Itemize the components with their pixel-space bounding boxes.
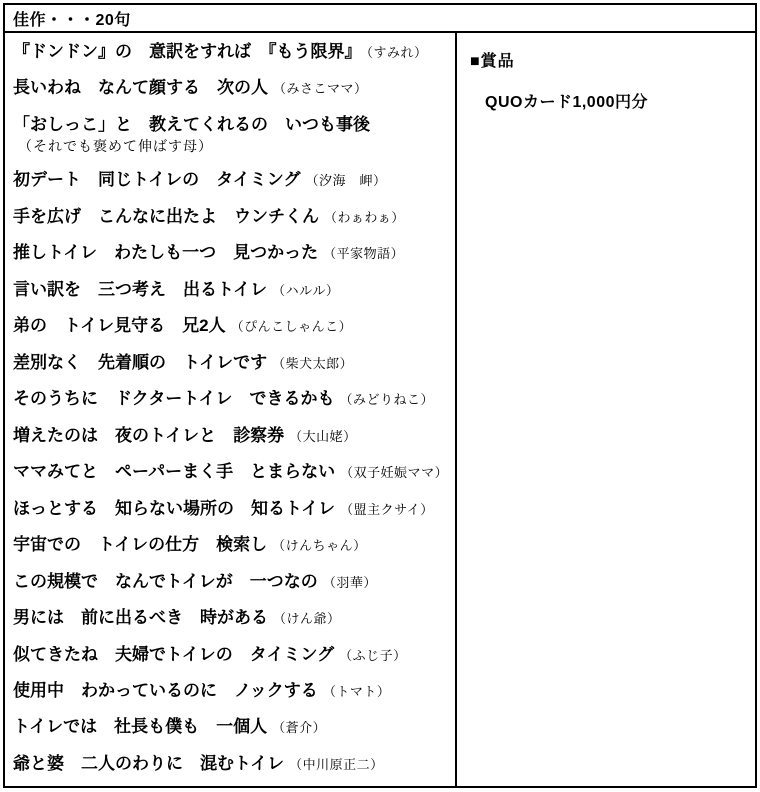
- table-header-row: [5, 5, 755, 33]
- poem-author: （汐海 岬）: [305, 173, 387, 189]
- poem-text: ママみてと ペーパーまく手 とまらない: [13, 462, 336, 482]
- poem-author: （みさこママ）: [273, 81, 368, 97]
- poem-row: [13, 424, 451, 448]
- poem-row: [13, 113, 451, 156]
- poem-line: [13, 424, 451, 448]
- poems-list: [5, 33, 457, 786]
- poem-row: [13, 715, 451, 739]
- poem-author: （柴犬太郎）: [272, 355, 354, 371]
- poem-row: [13, 40, 451, 64]
- poem-line: [13, 606, 451, 630]
- results-table: [3, 3, 757, 788]
- poem-row: [13, 278, 451, 302]
- poem-row: [13, 497, 451, 521]
- poem-row: [13, 460, 451, 484]
- poem-text: 推しトイレ わたしも一つ 見つかった: [13, 243, 319, 263]
- poem-note: （それでも褒めて伸ばす母）: [18, 137, 213, 154]
- poem-author: （すみれ）: [366, 45, 428, 60]
- poem-row: [13, 168, 451, 192]
- poem-row: [13, 570, 451, 594]
- poem-author: （蒼介）: [272, 720, 327, 736]
- poem-text: 差別なく 先着順の トイレです: [13, 352, 268, 372]
- poem-author: （わぁわぁ）: [324, 209, 405, 225]
- poem-author: （けん爺）: [273, 611, 341, 627]
- poem-text: 「おしっこ」と 教えてくれるの いつも事後: [13, 114, 370, 134]
- poem-line: [13, 241, 451, 265]
- poem-row: [13, 351, 451, 375]
- section-title: 佳作・・・20句: [13, 11, 131, 29]
- poem-row: [13, 679, 451, 703]
- poem-line: [13, 679, 451, 703]
- poem-text: 『ドンドン』の 意訳をすれば 『もう限界』: [13, 42, 362, 61]
- poem-line: [13, 168, 451, 192]
- poem-line: [13, 460, 451, 484]
- prize-cell: [457, 33, 755, 786]
- poem-text: トイレでは 社長も僕も 一個人: [13, 717, 268, 737]
- poem-text: 使用中 わかっているのに ノックする: [13, 680, 318, 700]
- poem-author: （盟主クサイ）: [340, 501, 434, 517]
- poem-line: [13, 643, 451, 667]
- poem-row: [13, 606, 451, 630]
- poem-line: [13, 570, 451, 594]
- poem-line: [13, 533, 451, 557]
- poem-line: [13, 113, 451, 136]
- poem-text: 長いわね なんて顔する 次の人: [13, 78, 268, 98]
- poem-author: （ハルル）: [272, 282, 340, 298]
- poem-text: 弟の トイレ見守る 兄2人: [13, 316, 226, 336]
- prize-heading: ■賞品: [470, 53, 515, 70]
- poem-row: [13, 752, 451, 776]
- poem-author: （平家物語）: [323, 246, 405, 262]
- poem-text: 言い訳を 三つ考え 出るトイレ: [13, 279, 268, 299]
- poem-author: （ふじ子）: [339, 647, 407, 663]
- poem-text: 宇宙での トイレの仕方 検索し: [13, 535, 268, 555]
- poem-row: [13, 205, 451, 229]
- poem-line: [13, 278, 451, 302]
- prize-item: QUOカード1,000円分: [485, 94, 648, 111]
- poem-author: （みどりねこ）: [339, 392, 434, 408]
- poem-text: 似てきたね 夫婦でトイレの タイミング: [13, 644, 335, 664]
- poem-line: [13, 715, 451, 739]
- poem-text: 男には 前に出るべき 時がある: [13, 608, 268, 628]
- poem-text: 手を広げ こんなに出たよ ウンチくん: [13, 206, 319, 226]
- poem-line: [13, 76, 451, 100]
- poem-row: [13, 387, 451, 411]
- poem-text: 増えたのは 夜のトイレと 診察券: [13, 425, 285, 445]
- poem-line: [13, 351, 451, 375]
- poem-line: [13, 40, 451, 64]
- poem-row: [13, 643, 451, 667]
- poem-line: [13, 497, 451, 521]
- poem-text: ほっとする 知らない場所の 知るトイレ: [13, 498, 336, 518]
- poem-line: [13, 205, 451, 229]
- poem-author: （羽華）: [322, 574, 377, 590]
- poem-line: [13, 314, 451, 338]
- poem-author: （大山姥）: [289, 428, 357, 444]
- poem-row: [13, 241, 451, 265]
- poem-author: （けんちゃん）: [272, 538, 367, 554]
- poem-text: そのうちに ドクタートイレ できるかも: [13, 389, 335, 409]
- poem-author: （ぴんこしゃんこ）: [230, 319, 353, 335]
- poem-author: （トマト）: [322, 683, 391, 699]
- poem-row: [13, 533, 451, 557]
- poem-author: （中川原正二）: [289, 756, 384, 772]
- poem-text: 初デート 同じトイレの タイミング: [13, 170, 301, 190]
- poem-author: （双子妊娠ママ）: [340, 465, 449, 481]
- table-body-row: [5, 33, 755, 786]
- poem-row: [13, 314, 451, 338]
- poem-row: [13, 76, 451, 100]
- poem-line: [13, 752, 451, 776]
- poem-text: 爺と婆 二人のわりに 混むトイレ: [13, 753, 285, 773]
- poem-text: この規模で なんでトイレが 一つなの: [13, 571, 318, 591]
- poem-line: [13, 387, 451, 411]
